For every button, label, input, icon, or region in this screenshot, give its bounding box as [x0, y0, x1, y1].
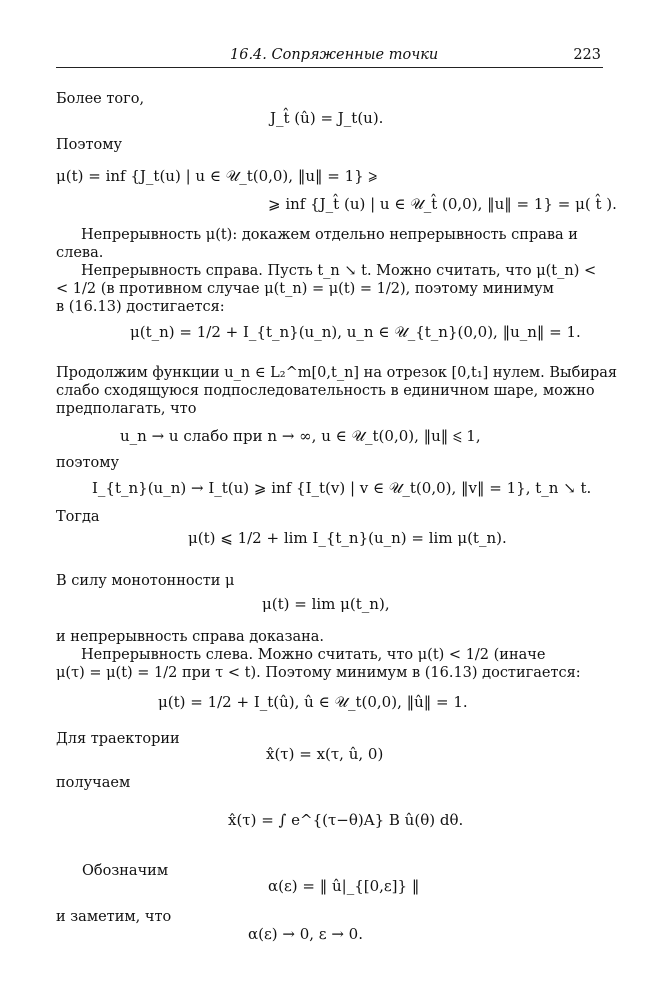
paragraph-left-continuity [56, 646, 603, 682]
paragraph-line: в (16.13) достигается: [56, 299, 225, 315]
paragraph-extend [56, 364, 618, 418]
running-header-title: 16.4. Сопряженные точки [230, 47, 439, 63]
equation-10: x̂(τ) = ∫ e^{(τ−θ)A} B û(θ) dθ. [228, 811, 464, 829]
paragraph-line: < 1/2 (в противном случае μ(t_n) = μ(t) = 1/2), поэтому минимум [56, 281, 554, 297]
page-number: 223 [573, 47, 601, 63]
paragraph-line: Непрерывность μ(t): докажем отдельно непрерывность справа и [81, 227, 578, 243]
equation-11: α(ε) = ‖ û|_{[0,ε]} ‖ [268, 877, 420, 895]
paragraph-line: предполагать, что [56, 401, 197, 417]
paragraph-line: Непрерывность слева. Можно считать, что μ(t) < 1/2 (иначе [81, 647, 546, 663]
equation-6: μ(t) ⩽ 1/2 + lim I_{t_n}(u_n) = lim μ(t_n). [188, 529, 507, 547]
paragraph-line: Непрерывность справа. Пусть t_n ↘ t. Можно считать, что μ(t_n) < [81, 263, 597, 279]
text-then: Тогда [56, 509, 100, 525]
paragraph-line: слабо сходящуюся подпоследовательность в единичном шаре, можно [56, 383, 595, 399]
text-denote: Обозначим [82, 863, 169, 879]
equation-1: J_t̂ (û) = J_t(u). [270, 109, 384, 127]
paragraph-line: μ(τ) = μ(t) = 1/2 при τ < t). Поэтому минимум в (16.13) достигается: [56, 665, 581, 681]
text-get: получаем [56, 775, 131, 791]
equation-7: μ(t) = lim μ(t_n), [262, 595, 390, 613]
equation-2a: μ(t) = inf {J_t(u) | u ∈ 𝒰_t(0,0), ‖u‖ = 1} ⩾ [56, 167, 377, 185]
equation-9: x̂(τ) = x(τ, û, 0) [266, 745, 384, 763]
paragraph-continuity [56, 226, 603, 262]
equation-5: I_{t_n}(u_n) → I_t(u) ⩾ inf {I_t(v) | v ∈ 𝒰_t(0,0), ‖v‖ = 1}, t_n ↘ t. [92, 479, 592, 497]
header-rule [56, 67, 603, 68]
text-trajectory: Для траектории [56, 731, 180, 747]
text-right-done: и непрерывность справа доказана. [56, 629, 325, 645]
paragraph-line: слева. [56, 245, 104, 261]
text-hence: поэтому [56, 455, 120, 471]
text-therefore: Поэтому [56, 137, 123, 153]
paragraph-line: Продолжим функции u_n ∈ L₂^m[0,t_n] на отрезок [0,t₁] нулем. Выбирая [56, 365, 618, 381]
equation-12: α(ε) → 0, ε → 0. [248, 925, 363, 943]
equation-2b: ⩾ inf {J_t̂ (u) | u ∈ 𝒰_t̂ (0,0), ‖u‖ = 1} = μ( t̂ ). [268, 195, 617, 213]
equation-8: μ(t) = 1/2 + I_t(û), û ∈ 𝒰_t(0,0), ‖û‖ = 1. [158, 693, 468, 711]
equation-3: μ(t_n) = 1/2 + I_{t_n}(u_n), u_n ∈ 𝒰_{t_n}(0,0), ‖u_n‖ = 1. [130, 323, 581, 341]
text-more: Более того, [56, 91, 145, 107]
text-note: и заметим, что [56, 909, 172, 925]
text-monotonicity: В силу монотонности μ [56, 573, 235, 589]
paragraph-right-continuity [56, 262, 603, 316]
equation-4: u_n → u слабо при n → ∞, u ∈ 𝒰_t(0,0), ‖u‖ ⩽ 1, [120, 427, 481, 445]
